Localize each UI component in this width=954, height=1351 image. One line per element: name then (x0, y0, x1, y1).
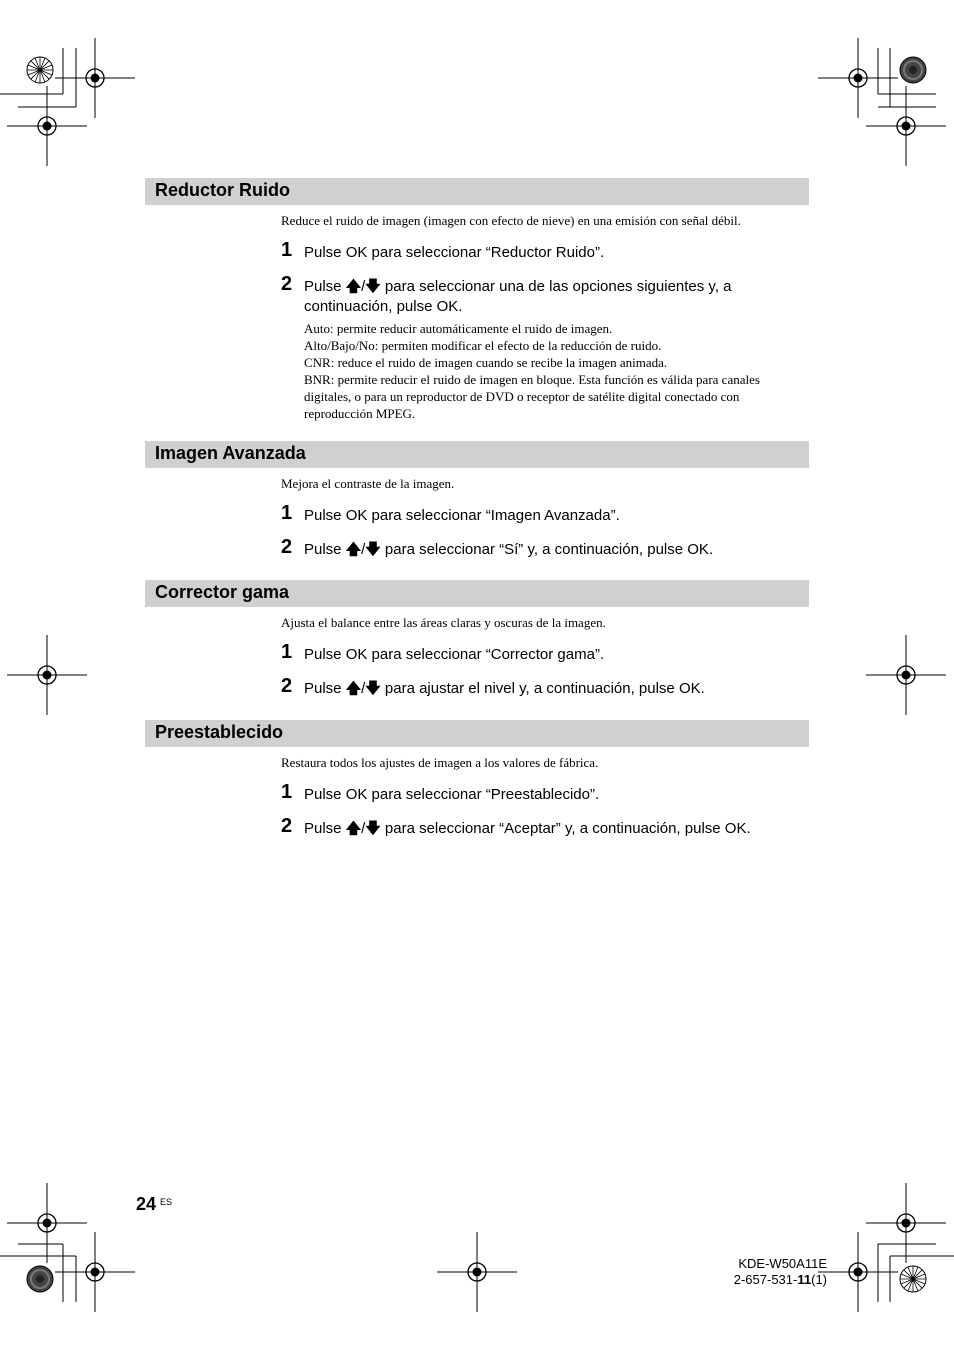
step-text: Pulse OK para seleccionar “Reductor Ruido”. (304, 244, 605, 261)
note-line: reproducción MPEG. (304, 406, 416, 421)
section-header-imagen-avanzada (145, 441, 809, 468)
step-number: 2 (281, 273, 293, 295)
step-text: Pulse OK para seleccionar “Preestablecido”. (304, 786, 600, 803)
step-number: 2 (281, 536, 293, 558)
section-header-corrector-gama (145, 580, 809, 607)
note-line: CNR: reduce el ruido de imagen cuando se recibe la imagen animada. (304, 355, 668, 370)
section-intro: Ajusta el balance entre las áreas claras y oscuras de la imagen. (281, 615, 606, 630)
arrow-down-icon: 🡇 (365, 541, 381, 558)
arrow-up-icon: 🡅 (345, 278, 362, 295)
arrow-down-icon: 🡇 (365, 820, 381, 837)
section-header-reductor-ruido (145, 178, 809, 205)
arrow-up-icon: 🡅 (345, 820, 362, 837)
step-number: 1 (281, 502, 293, 524)
language-code: ES (160, 1197, 173, 1207)
section-title: Corrector gama (155, 582, 290, 602)
options-notes (304, 320, 814, 422)
section-header-preestablecido (145, 720, 809, 747)
model-number: KDE-W50A11E (738, 1256, 827, 1271)
section-intro: Reduce el ruido de imagen (imagen con efecto de nieve) en una emisión con señal débil. (281, 213, 741, 228)
page-number: 24 $^{ES}$ (136, 1194, 173, 1214)
arrow-down-icon: 🡇 (365, 680, 381, 697)
step-text: Pulse 🡅/🡇 para seleccionar “Aceptar” y, a continuación, pulse OK. (304, 820, 751, 837)
step-text: Pulse OK para seleccionar “Imagen Avanzada”. (304, 507, 620, 524)
step-number: 1 (281, 641, 293, 663)
step-number: 2 (281, 815, 293, 837)
note-line: Auto: permite reducir automáticamente el ruido de imagen. (304, 321, 613, 336)
section-intro: Mejora el contraste de la imagen. (281, 476, 455, 491)
section-title: Preestablecido (155, 722, 284, 742)
step-number: 1 (281, 239, 293, 261)
step-number: 2 (281, 675, 293, 697)
note-line: Alto/Bajo/No: permiten modificar el efecto de la reducción de ruido. (304, 338, 662, 353)
note-line: BNR: permite reducir el ruido de imagen en bloque. Esta función es válida para canales (304, 372, 760, 387)
part-code: 2-657-531-11(1) (733, 1272, 827, 1287)
arrow-up-icon: 🡅 (345, 680, 362, 697)
section-title: Imagen Avanzada (155, 443, 306, 463)
step-text: Pulse 🡅/🡇 para ajustar el nivel y, a continuación, pulse OK. (304, 680, 705, 697)
step-text: Pulse OK para seleccionar “Corrector gama”. (304, 646, 605, 663)
step-number: 1 (281, 781, 293, 803)
arrow-up-icon: 🡅 (345, 541, 362, 558)
section-title: Reductor Ruido (155, 180, 290, 200)
step-text: Pulse 🡅/🡇 para seleccionar “Sí” y, a continuación, pulse OK. (304, 541, 714, 558)
note-line: digitales, o para un reproductor de DVD o receptor de satélite digital conectado con (304, 389, 740, 404)
step-text: Pulse 🡅/🡇 para seleccionar una de las opciones siguientes y, a continuación, pulse OK. (304, 278, 732, 315)
arrow-down-icon: 🡇 (365, 278, 381, 295)
section-intro: Restaura todos los ajustes de imagen a los valores de fábrica. (281, 755, 599, 770)
